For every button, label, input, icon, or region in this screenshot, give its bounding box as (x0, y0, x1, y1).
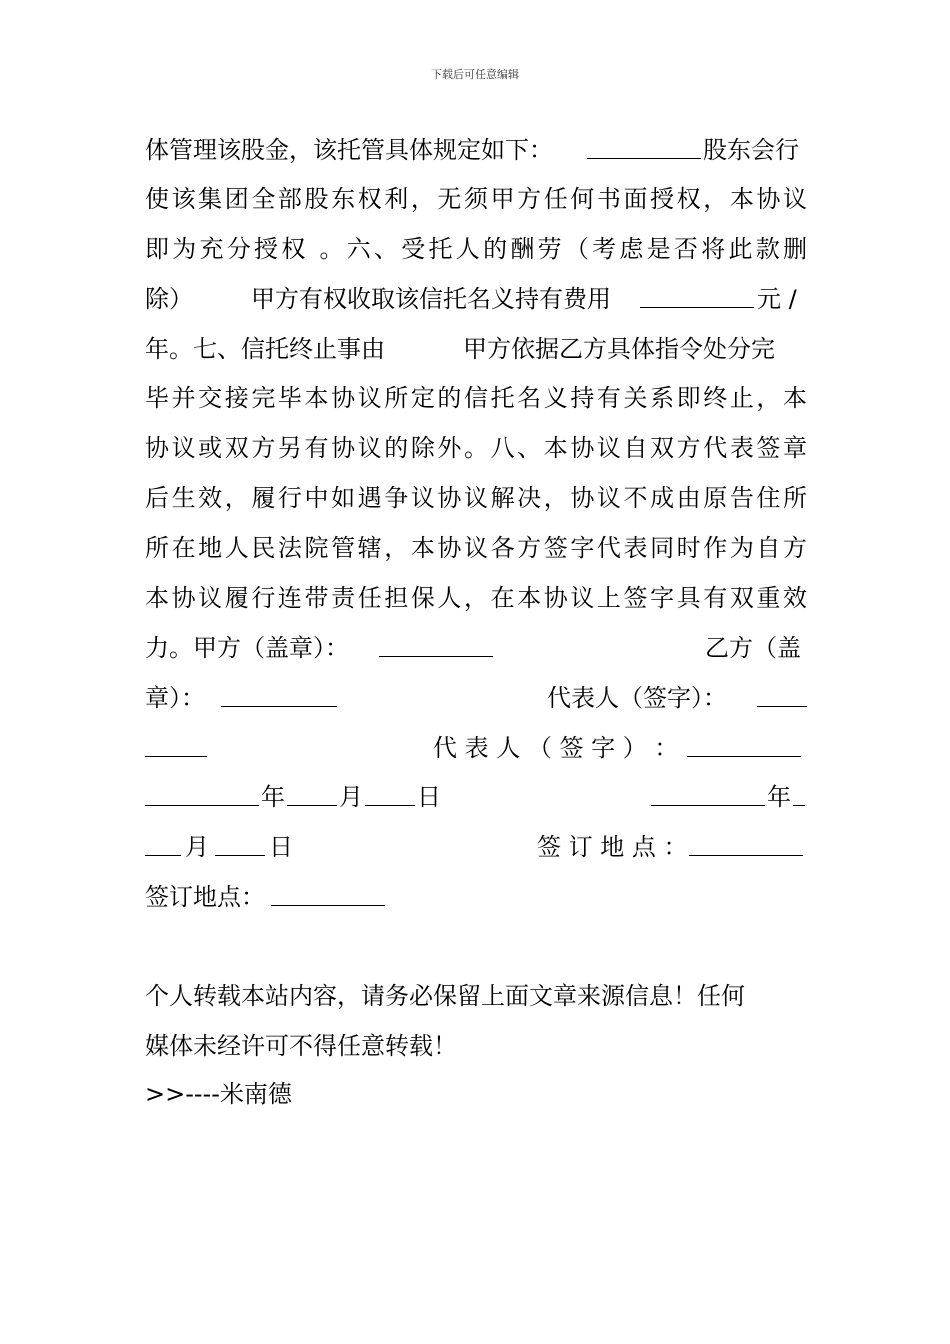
text-line (145, 132, 807, 168)
text-span: 代表人（签字）： (547, 684, 727, 712)
text-line: 所在地人民法院管辖，本协议各方签字代表同时作为自方 (145, 534, 807, 562)
text-line (145, 630, 807, 666)
page-header-note: 下载后可任意编辑 (431, 68, 519, 81)
blank-underline (687, 730, 801, 757)
text-span: 股东会行 (703, 136, 799, 164)
text-span: 体管理该股金，该托管具体规定如下： (145, 136, 553, 164)
text-line: 本协议履行连带责任担保人，在本协议上签字具有双重效 (145, 584, 807, 612)
text-span: 除） (145, 285, 193, 313)
text-line: 毕并交接完毕本协议所定的信托名义持有关系即终止，本 (145, 384, 807, 412)
copyright-notice: 个人转载本站内容，请务必保留上面文章来源信息！任何 (145, 982, 745, 1010)
text-span: 签订地点： (145, 883, 265, 911)
blank-underline (145, 829, 181, 856)
text-line (145, 730, 807, 766)
text-span: 元 / (757, 285, 797, 313)
text-line: 即为充分授权 。六、受托人的酬劳（考虑是否将此款删 (145, 235, 807, 263)
blank-underline (757, 680, 807, 707)
text-span: 签 订 地 点 ： (537, 833, 688, 861)
date-line (145, 829, 807, 865)
text-span: 年 (261, 783, 285, 811)
place-blank (689, 829, 803, 856)
signature-blank-party-b (221, 680, 337, 707)
month-blank (287, 779, 337, 806)
text-line (145, 879, 807, 915)
blank-underline (145, 730, 207, 757)
text-span: 甲方依据乙方具体指令处分完 (463, 335, 775, 363)
text-line: 后生效，履行中如遇争议协议解决，协议不成由原告住所 (145, 484, 807, 512)
text-span: 力。甲方（盖章）： (145, 634, 349, 662)
text-line: 使该集团全部股东权利，无须甲方任何书面授权，本协议 (145, 185, 807, 213)
text-span: 日 (269, 833, 293, 861)
place-blank (271, 879, 385, 906)
text-line (145, 680, 807, 716)
text-line: 协议或双方另有协议的除外。八、本协议自双方代表签章 (145, 434, 807, 462)
text-span: 代 表 人 （ 签 字 ） ： (433, 734, 679, 762)
signature-blank-party-a (379, 630, 493, 657)
blank-underline (793, 779, 805, 806)
copyright-notice: 媒体未经许可不得任意转载！ (145, 1032, 457, 1060)
year-blank (651, 779, 765, 806)
year-blank (145, 779, 259, 806)
text-span: 章）： (145, 684, 205, 712)
text-span: 年。七、信托终止事由 (145, 335, 385, 363)
text-span: 甲方有权收取该信托名义持有费用 (251, 285, 611, 313)
text-line (145, 331, 807, 367)
text-span: 年 (767, 783, 791, 811)
blank-underline (587, 132, 701, 159)
text-line (145, 281, 807, 317)
text-span: 日 (417, 783, 441, 811)
day-blank (215, 829, 265, 856)
blank-underline (640, 281, 754, 308)
date-line (145, 779, 807, 815)
day-blank (365, 779, 415, 806)
text-span: 月 (339, 783, 363, 811)
text-span: 月 (185, 833, 209, 861)
text-span: 乙方（盖 (705, 634, 801, 662)
author-signature: >>----米南德 (145, 1080, 292, 1108)
